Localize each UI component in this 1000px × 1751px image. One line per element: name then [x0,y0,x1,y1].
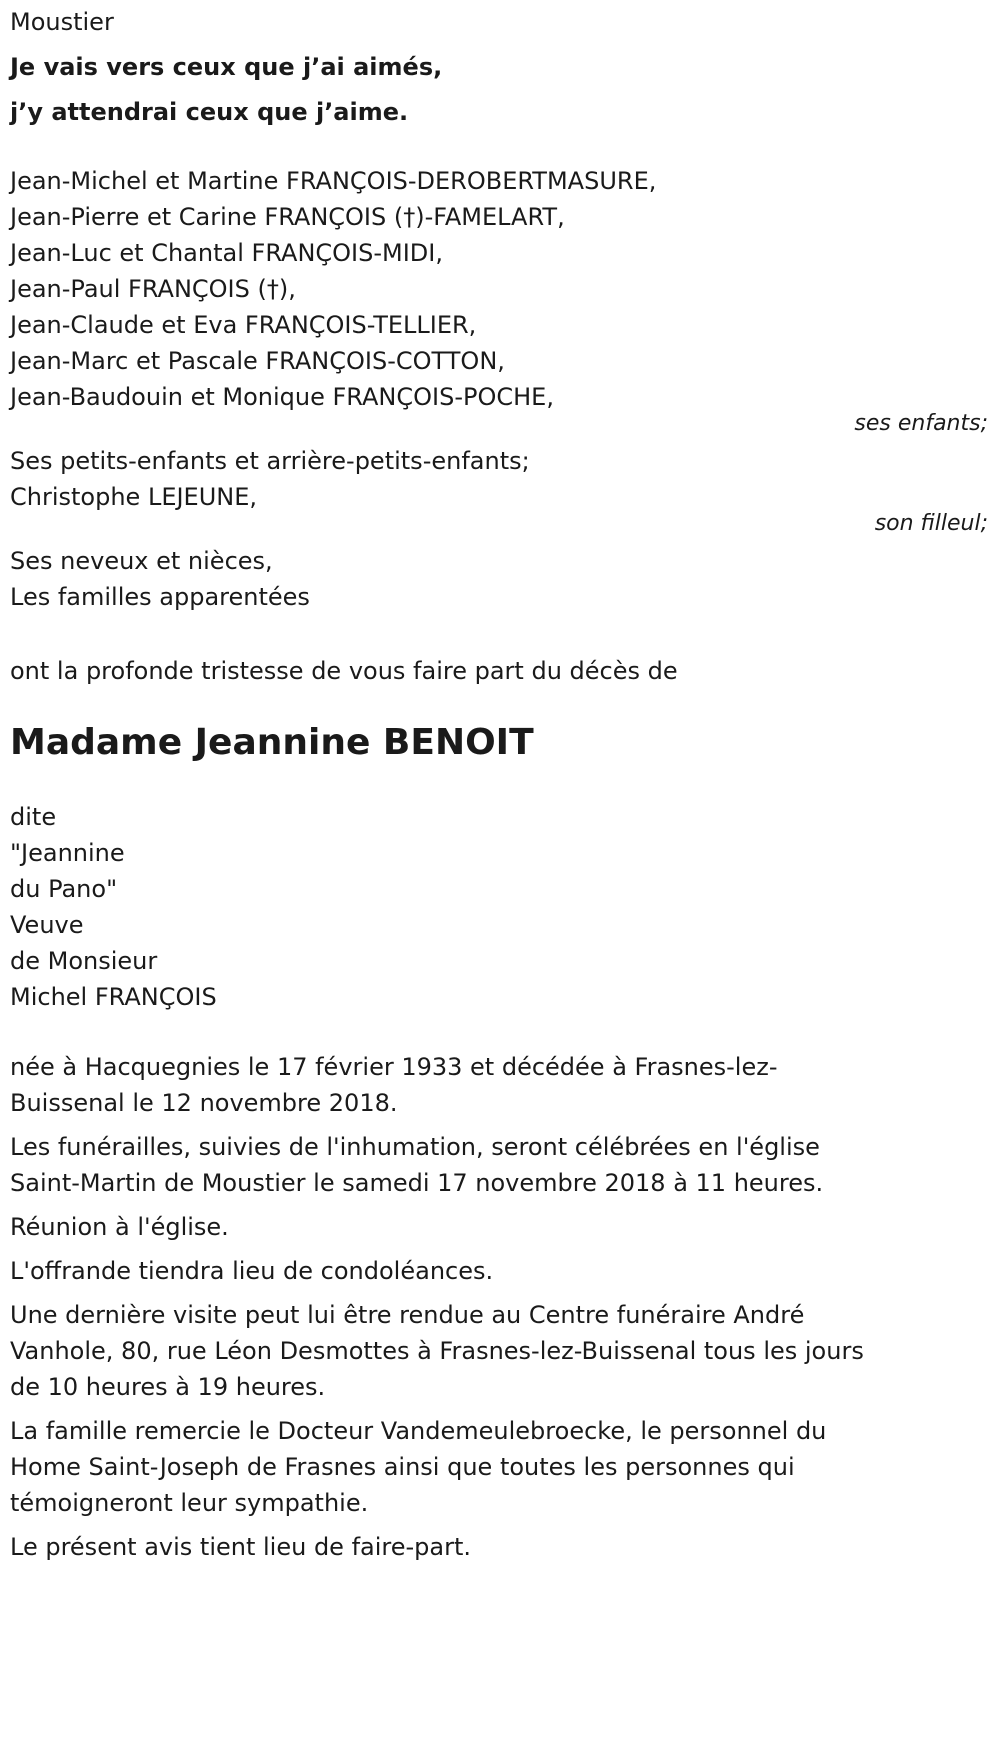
godson-line: Christophe LEJEUNE, [10,483,258,511]
nephews-line: Ses neveux et nièces, [10,547,273,575]
child-line: Jean-Michel et Martine FRANÇOIS-DEROBERTMASURE, [10,167,657,195]
closing-paragraph: Le présent avis tient lieu de faire-part. [10,1533,472,1561]
announcement-line: ont la profonde tristesse de vous faire part du décès de [10,657,678,685]
alias-line: Veuve [10,911,84,939]
meeting-paragraph: Réunion à l'église. [10,1213,229,1241]
thanks-paragraph: La famille remercie le Docteur Vandemeulebroecke, le personnel du Home Saint-Joseph de Frasnes ainsi que toutes les personnes qui témoigneront leur sympathie. [10,1417,827,1517]
funeral-paragraph: Les funérailles, suivies de l'inhumation, seront célébrées en l'église Saint-Martin de Moustier le samedi 17 novembre 2018 à 11 heures. [10,1133,824,1197]
quote-line-1: Je vais vers ceux que j’ai aimés, [10,53,443,81]
children-list [10,163,988,415]
details-block [10,1049,890,1565]
children-label: ses enfants; [854,411,988,436]
alias-block [10,799,988,1015]
grandchildren-line: Ses petits-enfants et arrière-petits-enfants; [10,447,530,475]
families-line: Les familles apparentées [10,583,310,611]
alias-line: dite [10,803,57,831]
birth-death-paragraph: née à Hacquegnies le 17 février 1933 et décédée à Frasnes-lez-Buissenal le 12 novembre 2018. [10,1053,778,1117]
alias-line: Michel FRANÇOIS [10,983,217,1011]
child-line: Jean-Baudouin et Monique FRANÇOIS-POCHE, [10,383,554,411]
alias-line: "Jeannine [10,839,125,867]
child-line: Jean-Pierre et Carine FRANÇOIS (†)-FAMELART, [10,203,565,231]
obituary-notice [10,0,988,1565]
quote-line-2: j’y attendrai ceux que j’aime. [10,98,409,126]
child-line: Jean-Marc et Pascale FRANÇOIS-COTTON, [10,347,505,375]
place-name: Moustier [10,8,114,36]
alias-line: de Monsieur [10,947,158,975]
deceased-name: Madame Jeannine BENOIT [10,722,534,763]
godson-label: son filleul; [874,511,988,536]
visit-paragraph: Une dernière visite peut lui être rendue au Centre funéraire André Vanhole, 80, rue Léon Desmottes à Frasnes-lez-Buissenal tous les jours de 10 heures à 19 heures. [10,1301,864,1401]
child-line: Jean-Luc et Chantal FRANÇOIS-MIDI, [10,239,443,267]
offering-paragraph: L'offrande tiendra lieu de condoléances. [10,1257,494,1285]
child-line: Jean-Paul FRANÇOIS (†), [10,275,296,303]
alias-line: du Pano" [10,875,118,903]
child-line: Jean-Claude et Eva FRANÇOIS-TELLIER, [10,311,477,339]
